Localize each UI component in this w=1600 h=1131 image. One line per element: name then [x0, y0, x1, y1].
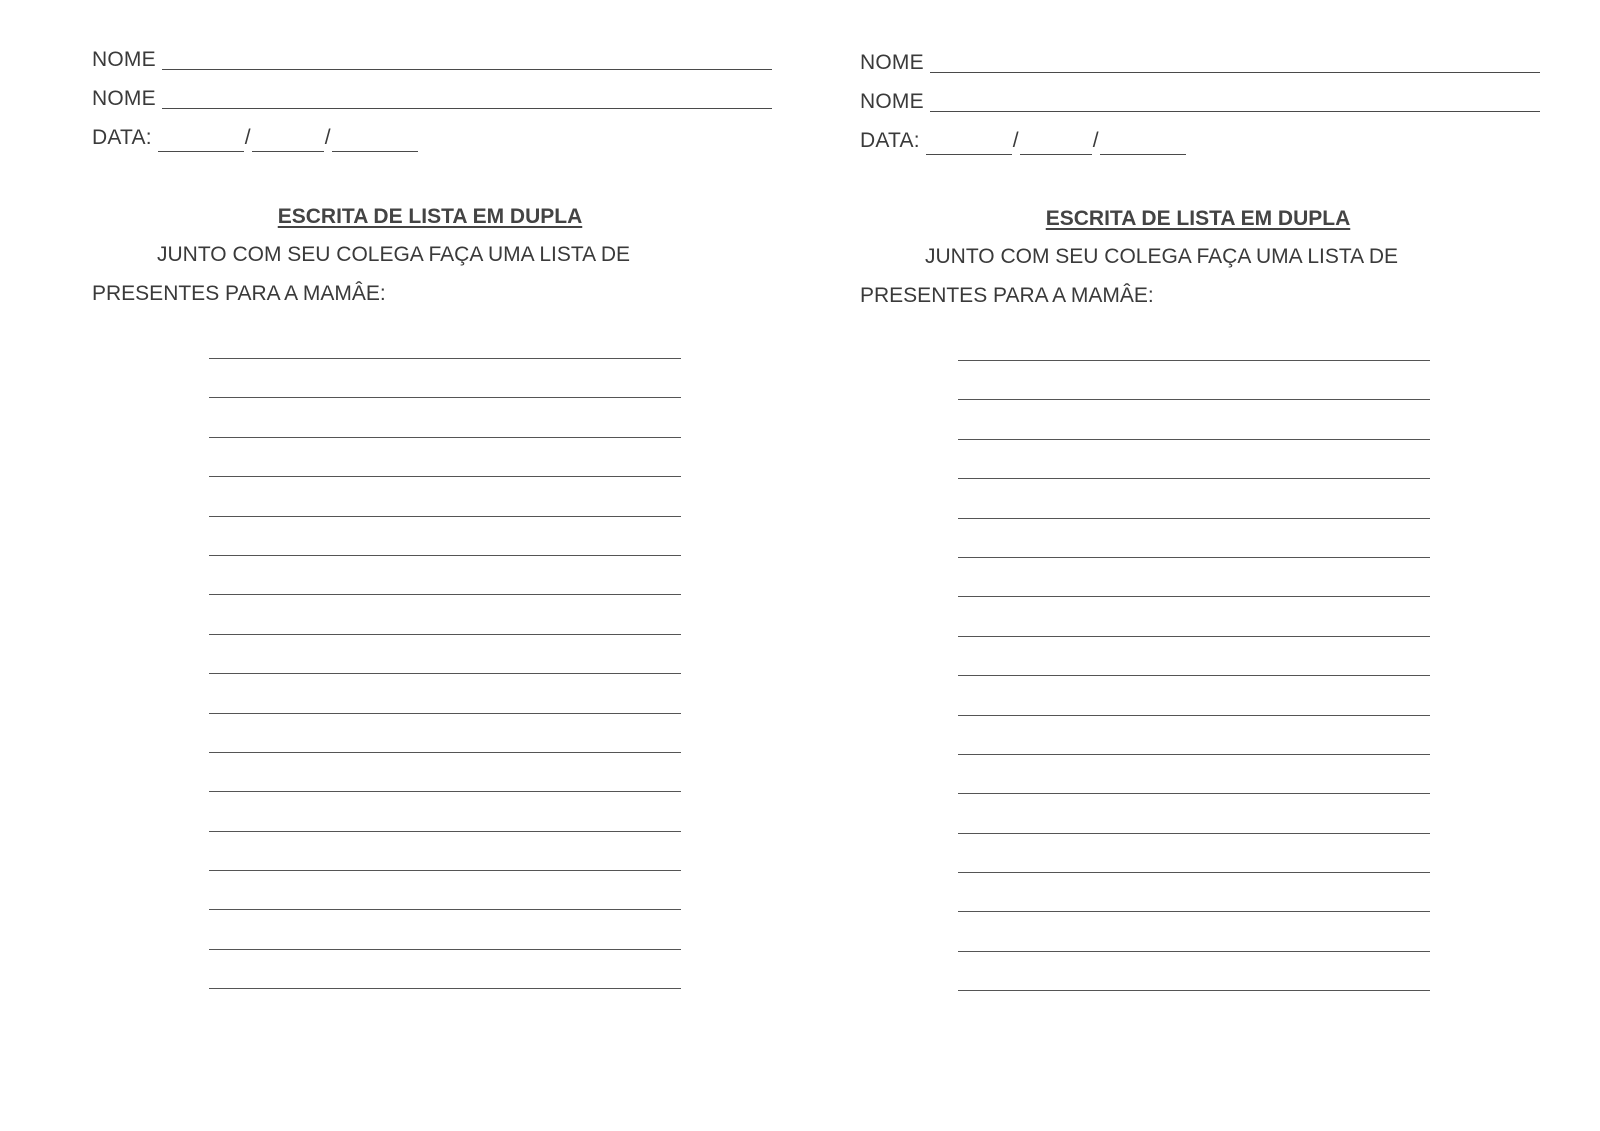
instruction-line-1: JUNTO COM SEU COLEGA FAÇA UMA LISTA DE: [157, 243, 631, 266]
name-label: NOME: [860, 90, 924, 113]
writing-line[interactable]: [209, 713, 681, 714]
date-separator: /: [324, 126, 331, 149]
writing-line[interactable]: [958, 793, 1430, 794]
date-month-blank[interactable]: [252, 129, 324, 152]
writing-line[interactable]: [209, 516, 681, 517]
name-blank-line[interactable]: [930, 111, 1540, 112]
writing-line[interactable]: [209, 909, 681, 910]
writing-line[interactable]: [958, 990, 1430, 991]
writing-line[interactable]: [209, 949, 681, 950]
date-label: DATA:: [860, 129, 920, 152]
worksheet-right: [768, 0, 1528, 1131]
name-field-2: [860, 90, 1540, 114]
writing-lines: [958, 360, 1430, 1030]
worksheet-left: [0, 0, 760, 1131]
writing-line[interactable]: [958, 833, 1430, 834]
writing-line[interactable]: [958, 518, 1430, 519]
writing-line[interactable]: [958, 636, 1430, 637]
writing-line[interactable]: [209, 752, 681, 753]
date-field: [860, 129, 1186, 153]
writing-line[interactable]: [958, 596, 1430, 597]
date-month-blank[interactable]: [1020, 132, 1092, 155]
writing-line[interactable]: [209, 673, 681, 674]
writing-line[interactable]: [958, 951, 1430, 952]
writing-line[interactable]: [209, 634, 681, 635]
worksheet-title: ESCRITA DE LISTA EM DUPLA: [277, 205, 583, 228]
writing-line[interactable]: [209, 437, 681, 438]
writing-line[interactable]: [209, 870, 681, 871]
writing-line[interactable]: [958, 439, 1430, 440]
writing-line[interactable]: [958, 911, 1430, 912]
writing-line[interactable]: [958, 754, 1430, 755]
writing-line[interactable]: [209, 358, 681, 359]
writing-line[interactable]: [958, 360, 1430, 361]
writing-line[interactable]: [209, 831, 681, 832]
writing-line[interactable]: [209, 555, 681, 556]
name-label: NOME: [92, 48, 156, 71]
instruction-line-1: JUNTO COM SEU COLEGA FAÇA UMA LISTA DE: [925, 245, 1399, 268]
date-separator: /: [1092, 129, 1099, 152]
name-field-1: [860, 51, 1540, 75]
writing-line[interactable]: [209, 988, 681, 989]
writing-line[interactable]: [958, 557, 1430, 558]
writing-line[interactable]: [209, 476, 681, 477]
writing-line[interactable]: [958, 675, 1430, 676]
date-separator: /: [1012, 129, 1019, 152]
writing-line[interactable]: [209, 594, 681, 595]
date-day-blank[interactable]: [926, 132, 1012, 155]
name-blank-line[interactable]: [162, 108, 772, 109]
date-field: [92, 126, 418, 150]
writing-line[interactable]: [958, 715, 1430, 716]
date-day-blank[interactable]: [158, 129, 244, 152]
date-year-blank[interactable]: [332, 129, 418, 152]
date-separator: /: [244, 126, 251, 149]
name-label: NOME: [92, 87, 156, 110]
instruction-line-2: PRESENTES PARA A MAMÂE:: [860, 284, 1154, 307]
name-blank-line[interactable]: [930, 72, 1540, 73]
writing-lines: [209, 358, 681, 1028]
date-year-blank[interactable]: [1100, 132, 1186, 155]
writing-line[interactable]: [209, 791, 681, 792]
name-blank-line[interactable]: [162, 69, 772, 70]
writing-line[interactable]: [958, 478, 1430, 479]
writing-line[interactable]: [958, 872, 1430, 873]
name-field-1: [92, 48, 772, 72]
writing-line[interactable]: [958, 399, 1430, 400]
writing-line[interactable]: [209, 397, 681, 398]
instruction-line-2: PRESENTES PARA A MAMÂE:: [92, 282, 386, 305]
worksheet-title: ESCRITA DE LISTA EM DUPLA: [1045, 207, 1351, 230]
name-label: NOME: [860, 51, 924, 74]
date-label: DATA:: [92, 126, 152, 149]
name-field-2: [92, 87, 772, 111]
